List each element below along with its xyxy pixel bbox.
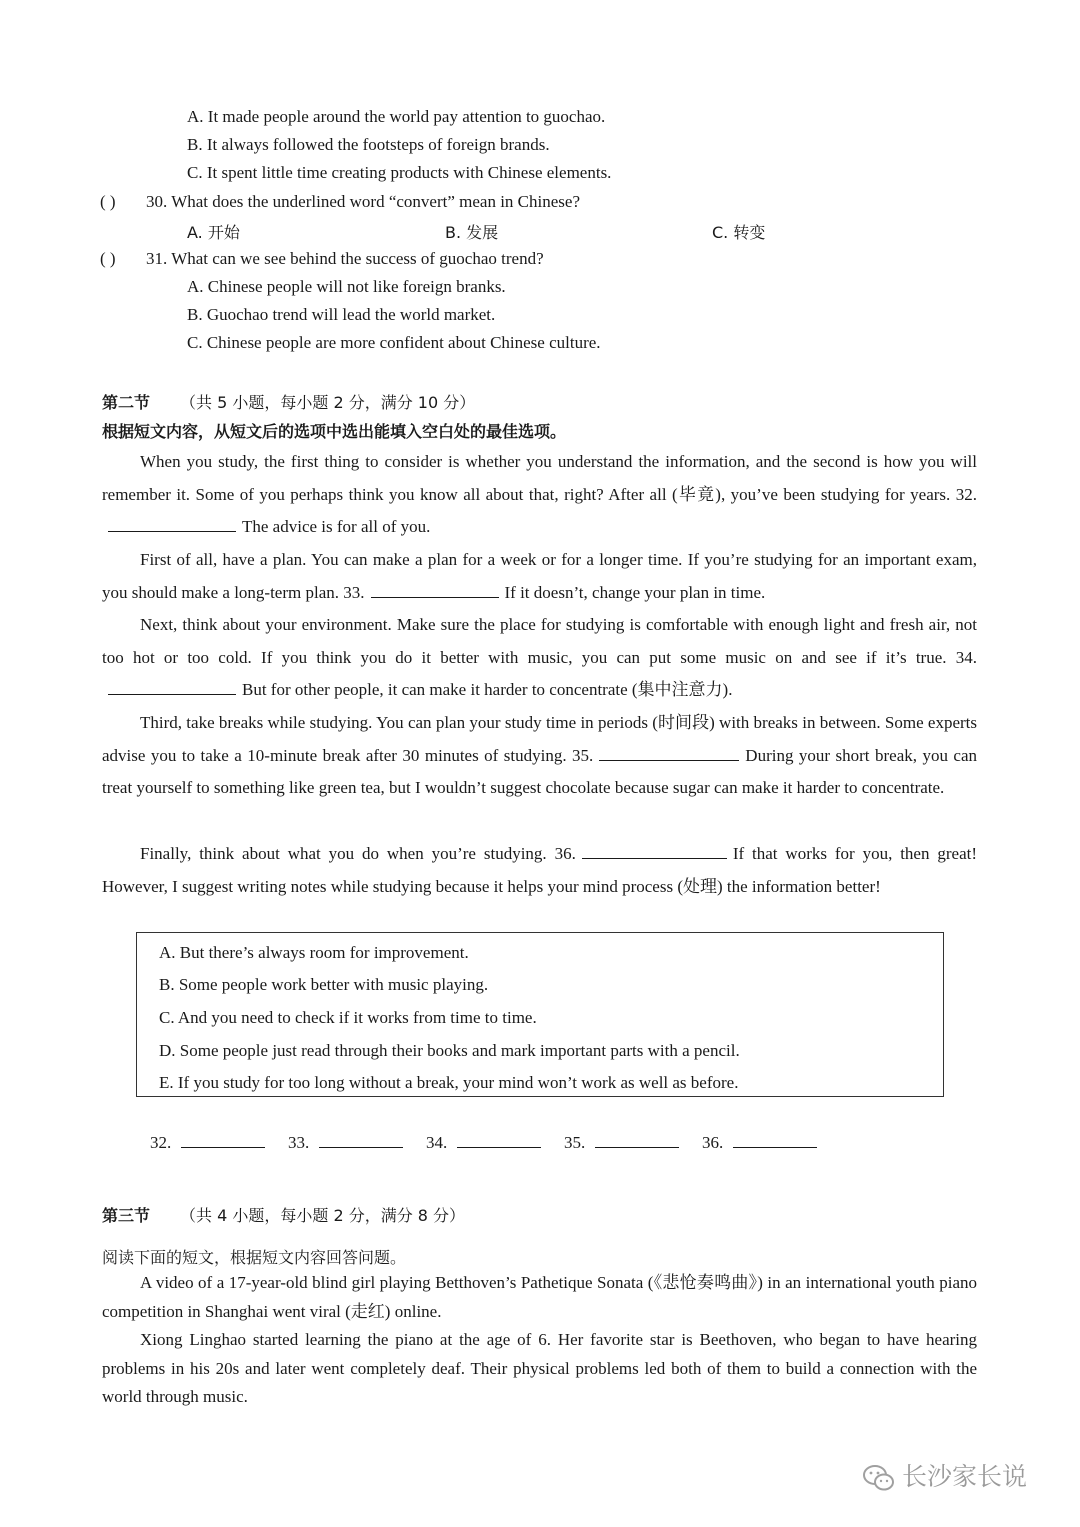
answer-34-label: 34. [426,1133,448,1152]
q30-option-a: A. 开始 [187,223,240,242]
passage-paragraph-3 [102,609,977,707]
paragraph-2-text-a: First of all, have a plan. You can make a plan for a week or for a longer time. If you’re studying for an important exam, you should make a long-term plan. 33. [102,550,977,602]
watermark-text: 长沙家长说 [902,1462,1028,1491]
q31-option-c: C. Chinese people are more confident about Chinese culture. [187,333,601,352]
answer-33-line[interactable] [319,1133,403,1148]
options-box [136,932,944,1097]
paragraph-2-text-b: If it doesn’t, change your plan in time. [504,582,766,602]
answer-33[interactable] [288,1133,403,1153]
passage-paragraph-1 [102,446,977,544]
answer-32[interactable] [150,1133,265,1153]
q31-question: 31. What can we see behind the success of guochao trend? [146,249,544,268]
answer-35-label: 35. [564,1133,586,1152]
passage-paragraph-4 [102,707,977,805]
option-b: B. Some people work better with music playing. [159,975,489,994]
answer-34[interactable] [426,1133,541,1153]
answer-33-label: 33. [288,1133,310,1152]
q30-answer-bracket[interactable]: ( ) [100,192,116,211]
section3-instruction: 阅读下面的短文，根据短文内容回答问题。 [102,1248,407,1267]
section3-info: （共 4 小题，每小题 2 分，满分 8 分） [180,1206,466,1225]
section3-paragraph-1: A video of a 17-year-old blind girl playing Betthoven’s Pathetique Sonata (《悲怆奏鸣曲》) in an international youth piano competition in Shanghai went viral (走红) online. [102,1273,977,1321]
passage-paragraph-2 [102,544,977,609]
paragraph-5-text-a: Finally, think about what you do when you’re studying. 36. [140,844,576,863]
section2-info: （共 5 小题，每小题 2 分，满分 10 分） [180,393,476,412]
q29-option-c: C. It spent little time creating products with Chinese elements. [187,163,612,182]
q30-question: 30. What does the underlined word “convert” mean in Chinese? [146,192,580,211]
q31-answer-bracket[interactable]: ( ) [100,249,116,268]
blank-32[interactable] [108,517,236,532]
section2-instruction: 根据短文内容，从短文后的选项中选出能填入空白处的最佳选项。 [102,422,567,441]
option-c: C. And you need to check if it works from time to time. [159,1008,537,1027]
blank-35[interactable] [599,746,739,761]
answer-35[interactable] [564,1133,679,1153]
blank-33[interactable] [371,583,499,598]
q30-option-c: C. 转变 [712,223,766,242]
q30-option-b: B. 发展 [445,223,499,242]
answer-36[interactable] [702,1133,817,1153]
section3-paragraph-2: Xiong Linghao started learning the piano at the age of 6. Her favorite star is Beethoven, who began to have hearing problems in his 20s and later went completely deaf. Their physical problems led both of them to build a connection with the world through music. [102,1330,977,1406]
section2-title: 第二节 [102,393,151,412]
answer-32-line[interactable] [181,1133,265,1148]
wechat-icon [862,1463,896,1493]
paragraph-4-text-a: Third, take breaks while studying. You can plan your study time in periods (时间段) with breaks in between. Some experts advise you to take a 10-minute break after 30 minutes of studying. 35. [102,713,977,765]
section3-title: 第三节 [102,1206,151,1225]
paragraph-5-text-b: If that works for you, then great! However, I suggest writing notes while studying because it helps your mind process (处理) the information better! [102,844,977,896]
q29-option-a: A. It made people around the world pay attention to guochao. [187,107,606,126]
paragraph-1-text-a: When you study, the first thing to consider is whether you understand the information, and the second is how you will remember it. Some of you perhaps think you know all about that, right? After all (毕竟), you’ve been studying for years. 32. [102,452,977,504]
option-d: D. Some people just read through their books and mark important parts with a pencil. [159,1041,740,1060]
blank-34[interactable] [108,680,236,695]
option-a: A. But there’s always room for improvement. [159,943,469,962]
paragraph-3-text-b: But for other people, it can make it harder to concentrate (集中注意力). [242,680,733,700]
answer-34-line[interactable] [457,1133,541,1148]
answer-36-label: 36. [702,1133,724,1152]
paragraph-3-text-a: Next, think about your environment. Make sure the place for studying is comfortable with enough light and fresh air, not too hot or too cold. If you think you do it better with music, you can put some music on and see if it’s true. 34. [102,615,977,667]
q29-option-b: B. It always followed the footsteps of foreign brands. [187,135,550,154]
answer-35-line[interactable] [595,1133,679,1148]
paragraph-4-text-b: During your short break, you can treat yourself to something like green tea, but I wouldn’t suggest chocolate because sugar can make it harder to concentrate. [102,745,977,798]
paragraph-1-text-b: The advice is for all of you. [242,517,431,537]
q31-option-a: A. Chinese people will not like foreign branks. [187,277,506,296]
passage-paragraph-5 [102,838,977,903]
blank-36[interactable] [582,844,727,859]
answer-32-label: 32. [150,1133,172,1152]
option-e: E. If you study for too long without a break, your mind won’t work as well as before. [159,1073,739,1092]
watermark [862,1457,1027,1493]
answer-36-line[interactable] [733,1133,817,1148]
q31-option-b: B. Guochao trend will lead the world market. [187,305,496,324]
